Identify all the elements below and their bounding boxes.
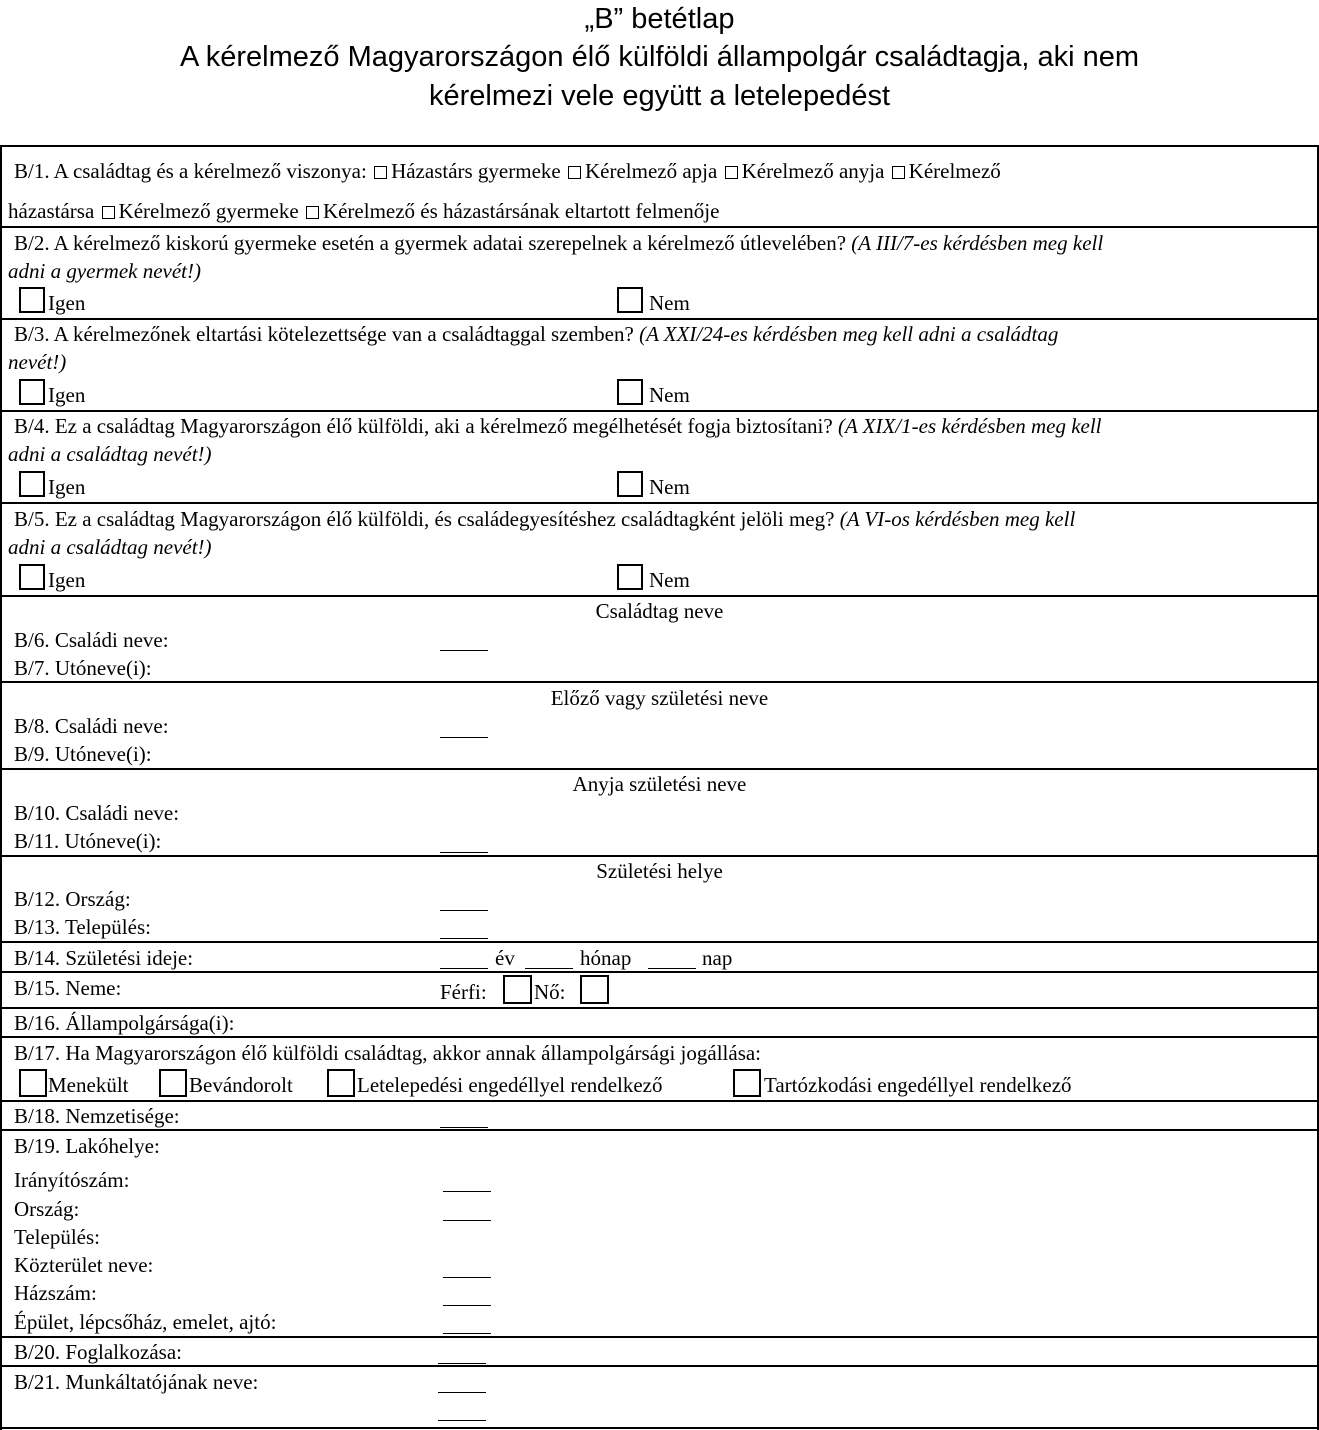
b4-text: B/4. Ez a családtag Magyarországon élő külföldi, aki a kérelmező megélhetését fogja biztosítani? (14, 414, 833, 438)
table-border-top (0, 145, 1319, 147)
gender-female-label: Nő: (534, 980, 566, 1004)
b1-checkbox-spouse-child[interactable] (374, 166, 387, 179)
b1-option-child: Kérelmező gyermeke (118, 199, 299, 223)
b21-input-line2[interactable] (438, 1420, 486, 1421)
section-mother-name: Anyja születési neve (572, 772, 747, 796)
b1-option-mother: Kérelmező anyja (741, 159, 885, 183)
b1-option-spouse-prefix: Kérelmező (908, 159, 1001, 183)
b8-input[interactable] (440, 737, 488, 738)
status-immigrant-checkbox[interactable] (159, 1069, 187, 1097)
b18-label: B/18. Nemzetisége: (14, 1104, 180, 1128)
b17-label: B/17. Ha Magyarországon élő külföldi családtag, akkor annak állampolgársági jogállása: (14, 1041, 762, 1065)
b14-year-input[interactable] (440, 968, 488, 969)
row-divider (0, 855, 1319, 857)
row-divider (0, 502, 1319, 504)
b20-label: B/20. Foglalkozása: (14, 1340, 182, 1364)
row-divider (0, 1336, 1319, 1338)
b14-year-label: év (495, 946, 515, 970)
address-house-number-label: Házszám: (14, 1281, 97, 1305)
b1-option-dependent-ascendant: Kérelmező és házastársának eltartott felmenője (322, 199, 720, 223)
b4-no-label: Nem (649, 475, 690, 499)
b1-option-spouse-child: Házastárs gyermeke (391, 159, 561, 183)
section-birth-place: Születési helye (596, 859, 723, 883)
b1-checkbox-child[interactable] (102, 206, 115, 219)
b12-label: B/12. Ország: (14, 887, 131, 911)
address-building-label: Épület, lépcsőház, emelet, ajtó: (14, 1310, 277, 1334)
b3-note: (A XXI/24-es kérdésben meg kell adni a családtag (639, 322, 1059, 346)
table-border-bottom (0, 1427, 1319, 1429)
section-family-member-name: Családtag neve (595, 599, 724, 623)
b1-option-spouse-suffix: házastársa (8, 199, 95, 223)
b10-label: B/10. Családi neve: (14, 801, 180, 825)
b2-yes-label: Igen (48, 291, 86, 315)
row-divider (0, 318, 1319, 320)
row-divider (0, 681, 1319, 683)
b4-note-line2: adni a családtag nevét!) (8, 442, 212, 466)
b4-question (14, 414, 1102, 438)
b5-text: B/5. Ez a családtag Magyarországon élő külföldi, és családegyesítéshez családtagként jelöli meg? (14, 507, 835, 531)
b5-question (14, 507, 1075, 531)
b1-checkbox-spouse[interactable] (892, 166, 905, 179)
address-street-label: Közterület neve: (14, 1253, 154, 1277)
b4-note: (A XIX/1-es kérdésben meg kell (837, 414, 1102, 438)
b3-no-checkbox[interactable] (617, 379, 643, 405)
gender-male-checkbox[interactable] (503, 975, 532, 1004)
b4-yes-checkbox[interactable] (19, 471, 45, 497)
row-divider (0, 941, 1319, 943)
row-divider (0, 226, 1319, 228)
address-street-input[interactable] (443, 1277, 491, 1278)
b1-label: B/1. A családtag és a kérelmező viszonya: (14, 159, 367, 183)
b9-label: B/9. Utóneve(i): (14, 742, 152, 766)
b5-no-checkbox[interactable] (617, 564, 643, 590)
b13-label: B/13. Település: (14, 915, 151, 939)
gender-female-checkbox[interactable] (580, 975, 609, 1004)
b2-no-checkbox[interactable] (617, 287, 643, 313)
b2-yes-checkbox[interactable] (19, 287, 45, 313)
b7-label: B/7. Utóneve(i): (14, 656, 152, 680)
address-postcode-input[interactable] (443, 1191, 491, 1192)
b4-no-checkbox[interactable] (617, 471, 643, 497)
status-refugee-checkbox[interactable] (19, 1069, 47, 1097)
b21-input-line1[interactable] (438, 1392, 486, 1393)
row-divider (0, 1100, 1319, 1102)
b3-no-label: Nem (649, 383, 690, 407)
status-settlement-permit-checkbox[interactable] (327, 1069, 355, 1097)
status-immigrant-label: Bevándorolt (189, 1073, 293, 1097)
b2-question (14, 231, 1103, 255)
form-title: „B” betétlap (584, 3, 735, 35)
address-building-input[interactable] (443, 1333, 491, 1334)
address-city-label: Település: (14, 1225, 100, 1249)
row-divider (0, 971, 1319, 973)
address-postcode-label: Irányítószám: (14, 1168, 130, 1192)
b1-checkbox-father[interactable] (568, 166, 581, 179)
b1-line1 (14, 159, 1001, 183)
status-residence-permit-label: Tartózkodási engedéllyel rendelkező (764, 1073, 1072, 1097)
b14-label: B/14. Születési ideje: (14, 946, 194, 970)
b5-yes-label: Igen (48, 568, 86, 592)
form-subtitle-line2: kérelmezi vele együtt a letelepedést (428, 80, 891, 112)
b14-month-input[interactable] (525, 968, 573, 969)
row-divider (0, 1365, 1319, 1367)
address-house-number-input[interactable] (443, 1305, 491, 1306)
gender-male-label: Férfi: (440, 980, 487, 1004)
b18-input[interactable] (440, 1127, 488, 1128)
b5-note-line2: adni a családtag nevét!) (8, 535, 212, 559)
b3-question (14, 322, 1058, 346)
b4-yes-label: Igen (48, 475, 86, 499)
b11-label: B/11. Utóneve(i): (14, 829, 162, 853)
status-residence-permit-checkbox[interactable] (733, 1069, 761, 1097)
b3-note-line2: nevét!) (8, 350, 67, 374)
b21-label: B/21. Munkáltatójának neve: (14, 1370, 259, 1394)
b1-line2 (8, 199, 719, 223)
b20-input[interactable] (438, 1363, 486, 1364)
row-divider (0, 1129, 1319, 1131)
b5-no-label: Nem (649, 568, 690, 592)
b2-no-label: Nem (649, 291, 690, 315)
b13-input[interactable] (440, 938, 488, 939)
address-country-label: Ország: (14, 1197, 80, 1221)
b15-label: B/15. Neme: (14, 976, 122, 1000)
b11-input[interactable] (440, 852, 488, 853)
b3-yes-checkbox[interactable] (19, 379, 45, 405)
b2-note: (A III/7-es kérdésben meg kell (851, 231, 1104, 255)
b2-text: B/2. A kérelmező kiskorú gyermeke esetén a gyermek adatai szerepelnek a kérelmező útlevelében? (14, 231, 847, 255)
b1-checkbox-dependent-ascendant[interactable] (306, 206, 319, 219)
b19-label: B/19. Lakóhelye: (14, 1134, 160, 1158)
b14-day-label: nap (702, 946, 733, 970)
b14-month-label: hónap (580, 946, 632, 970)
row-divider (0, 595, 1319, 597)
b12-input[interactable] (440, 910, 488, 911)
b16-label: B/16. Állampolgársága(i): (14, 1011, 235, 1035)
b1-option-father: Kérelmező apja (584, 159, 718, 183)
b5-yes-checkbox[interactable] (19, 564, 45, 590)
b6-input[interactable] (440, 650, 488, 651)
b5-note: (A VI-os kérdésben meg kell (839, 507, 1076, 531)
address-country-input[interactable] (443, 1220, 491, 1221)
b3-text: B/3. A kérelmezőnek eltartási kötelezettsége van a családtaggal szemben? (14, 322, 634, 346)
b8-label: B/8. Családi neve: (14, 714, 169, 738)
status-refugee-label: Menekült (48, 1073, 129, 1097)
b14-day-input[interactable] (648, 968, 696, 969)
row-divider (0, 768, 1319, 770)
row-divider (0, 1007, 1319, 1009)
b6-label: B/6. Családi neve: (14, 628, 169, 652)
form-subtitle-line1: A kérelmező Magyarországon élő külföldi állampolgár családtagja, aki nem (179, 41, 1140, 73)
b3-yes-label: Igen (48, 383, 86, 407)
b2-note-line2: adni a gyermek nevét!) (8, 259, 201, 283)
row-divider (0, 1036, 1319, 1038)
b1-checkbox-mother[interactable] (725, 166, 738, 179)
status-settlement-permit-label: Letelepedési engedéllyel rendelkező (357, 1073, 663, 1097)
row-divider (0, 410, 1319, 412)
section-previous-name: Előző vagy születési neve (550, 686, 769, 710)
